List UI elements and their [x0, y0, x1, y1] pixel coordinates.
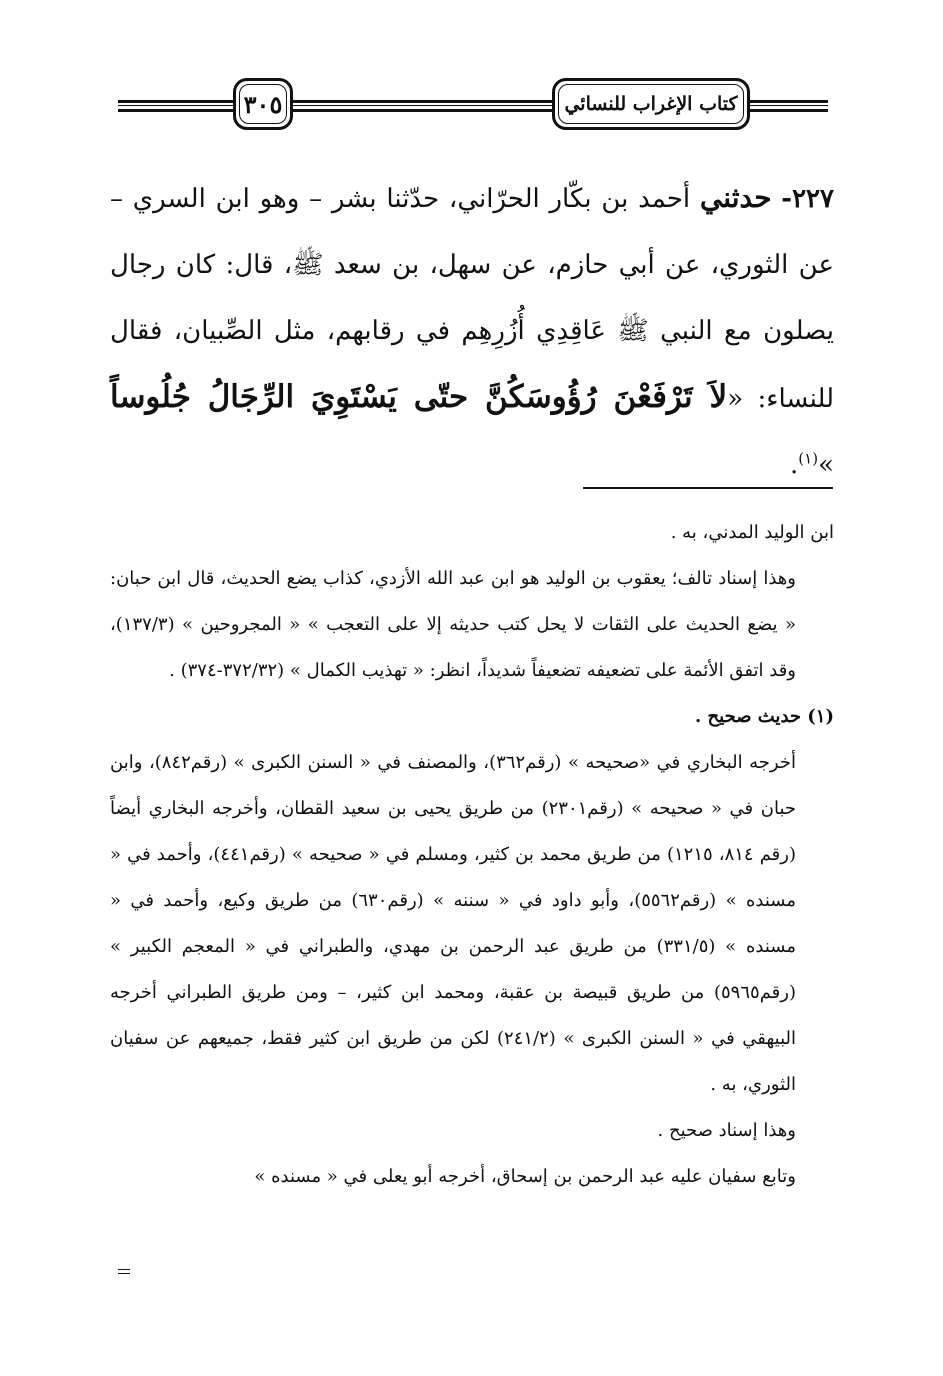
hadith-text: لاَ تَرْفَعْنَ رُؤُوسَكُنَّ حتّى يَسْتَوِيَ الرِّجَالُ جُلُوساً — [110, 379, 728, 415]
page-number: ٣٠٥ — [233, 78, 293, 130]
footnote-paragraph: وهذا إسناد صحيح . — [657, 1120, 796, 1141]
end-punct: . — [790, 450, 799, 480]
header-rule-middle — [290, 100, 552, 112]
footnote-paragraph: وتابع سفيان عليه عبد الرحمن بن إسحاق، أخرجه أبو يعلى في « مسنده » — [254, 1166, 796, 1187]
page-header — [118, 78, 828, 138]
footnote-ref: (١) — [798, 449, 819, 468]
hadith-body — [110, 165, 834, 498]
open-quote: « — [727, 384, 744, 414]
narration-word: حدثني — [699, 181, 772, 214]
footnotes — [110, 510, 834, 1200]
footnote-separator — [583, 487, 833, 489]
continuation-mark — [118, 1263, 130, 1274]
header-rule-left — [118, 100, 233, 112]
footnote-paragraph: ابن الوليد المدني، به . — [670, 522, 834, 543]
book-title: كتاب الإغراب للنسائي — [552, 78, 750, 130]
isnad-text: أحمد بن بكّار الحرّاني، حدّثنا بشر – وهو ابن السري – عن الثوري، عن أبي حازم، عن سهل، بن سعد ﷺ، قال: كان رجال يصلون مع النبي ﷺ عَاقِدِي أُزُرِهِم في رقابهم، مثل الصِّبيان، فقال للنساء: — [110, 184, 834, 414]
footnote-paragraph: وهذا إسناد تالف؛ يعقوب بن الوليد هو ابن عبد الله الأزدي، كذاب يضع الحديث، قال ابن حبان: « يضع الحديث على الثقات لا يحل كتب حديثه إلا على التعجب » « المجروحين » (١٣٧/٣)، وقد اتفق الأئمة على تضعيفه تضعيفاً شديداً، انظر: « تهذيب الكمال » (٣٧٢/٣٢-٣٧٤) . — [110, 568, 796, 681]
header-rule-right — [750, 100, 828, 112]
footnote-label: (١) حديث صحيح . — [695, 706, 834, 727]
close-quote: » — [818, 450, 834, 480]
footnote-paragraph: أخرجه البخاري في «صحيحه » (رقم٣٦٢)، والمصنف في « السنن الكبرى » (رقم٨٤٢)، وابن حبان في « صحيحه » (رقم٢٣٠١) من طريق يحيى بن سعيد القطان، وأخرجه البخاري أيضاً (رقم ٨١٤، ١٢١٥) من طريق محمد بن كثير، ومسلم في « صحيحه » (رقم٤٤١)، وأحمد في « مسنده » (رقم٥٥٦٢)، وأبو داود في « سننه » (رقم٦٣٠) من طريق وكيع، وأحمد في « مسنده » (٣٣١/٥) من طريق عبد الرحمن بن مهدي، والطبراني في « المعجم الكبير » (رقم٥٩٦٥) من طريق قبيصة بن عقبة، ومحمد ابن كثير، – ومن طريق الطبراني أخرجه البيهقي في « السنن الكبرى » (٢٤١/٢) لكن من طريق ابن كثير فقط، جميعهم عن سفيان الثوري، به . — [110, 752, 797, 1095]
hadith-number: ٢٢٧- — [781, 184, 834, 214]
